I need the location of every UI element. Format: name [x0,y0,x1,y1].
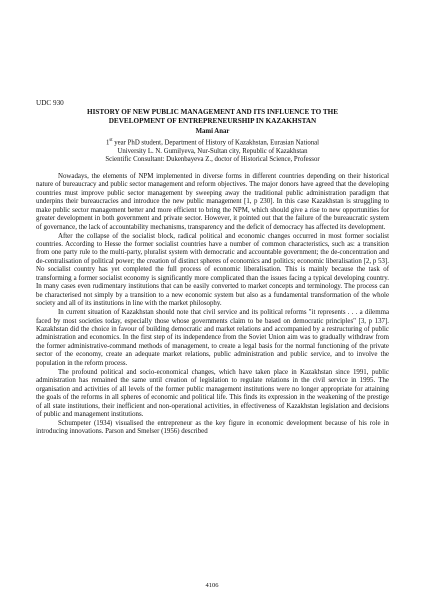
author-block [36,128,389,165]
year-superscript: st [109,137,113,143]
article-content [36,99,389,437]
article-title [36,108,389,125]
article-body [36,173,389,437]
affiliation-text: year PhD student, Department of History of Kazakhstan, Eurasian National [114,139,320,147]
body-paragraph: Nowadays, the elements of NPM implemented in diverse forms in different countries depending on their historical nature of bureaucracy and public sector management and reform objectives. The major donors have agreed that the developing countries must improve public sector management by sweeping away the traditional public administration paradigm that underpins their bureaucracies and introduce the new public management [1, p 230]. In this case Kazakhstan is struggling to make public sector management better and more efficient to bring the NPM, which should give a rise to new opportunities for greater development in both government and private sector. However, it pointed out that the failure of the bureaucratic system of governance, the lack of accountability mechanisms, transparency and the deficit of democracy has affected its development. [36,172,389,231]
page-number: 4106 [205,582,219,589]
body-paragraph: Schumpeter (1934) visualised the entrepreneur as the key figure in economic development because of his role in introducing innovations. Parson and Smelser (1956) described [36,419,389,436]
udc-code: UDC 930 [36,99,64,107]
title-line-2: DEVELOPMENT OF ENTREPRENEURSHIP IN KAZAKHSTAN [108,116,317,125]
body-paragraph: The profound political and socio-economical changes, which have taken place in Kazakhstan since 1991, public administration has remained the same until creation of legislation to regulate relations in the civil service in 1995. The organisation and activities of all levels of the former public management institutions were no longer appropriate for attaining the goals of the reforms in all spheres of economic and political life. This finds its expression in the weakening of the prestige of all state institutions, their inefficient and non-operational activities, in effectiveness of Kazakhstan legislation and decisions of public and management institutions. [36,368,389,419]
title-line-1: HISTORY OF NEW PUBLIC MANAGEMENT AND ITS INFLUENCE TO THE [86,108,339,116]
body-paragraph: In current situation of Kazakhstan should note that civil service and its political reforms "it represents . . . a dilemma faced by most societies today, especially those whose governments claim to be based on democratic principles" [3, p 137]. Kazakhstan did the choice in favour of building democratic and market relations and accompanied by a restructuring of public administration and economics. In the first step of its independence from the Soviet Union aim was to gradually withdraw from the former administrative-command methods of management, to create a legal basis for the normal functioning of the private sector of the economy, create an adequate market relations, public administration and public service, and to involve the population in the reform process. [36,309,389,367]
author-affiliation [36,137,389,148]
scientific-consultant: Scientific Consultant: Dukenbayeva Z., doctor of Historical Science, Professor [105,156,320,164]
body-paragraph: After the collapse of the socialist block, radical political and economic changes occurred in most former socialist countries. According to Hesse the former socialist countries have a number of common characteristics, such as: a transition from one party rule to the multi-party, pluralist system with democratic and accountable government; the de-concentration and de-centralisation of political power; the creation of distinct spheres of economics and politics; economic liberalisation [2, p 53]. No socialist country has yet completed the full process of economic liberalisation. This is mainly because the task of transforming a former socialist economy is significantly more complicated than the issues facing a typical developing country. In many cases even rudimentary institutions that can be easily converted to market concepts and terminology. The process can be characterised not simply by a transition to a new economic system but also as a fundamental transformation of the whole society and all of its institutions in line with the market philosophy. [36,232,389,308]
year-number: 1 [105,139,110,147]
author-name: Mami Anar [195,128,230,136]
author-university: University L. N. Gumilyeva, Nur-Sultan city, Republic of Kazakhstan [117,147,308,155]
